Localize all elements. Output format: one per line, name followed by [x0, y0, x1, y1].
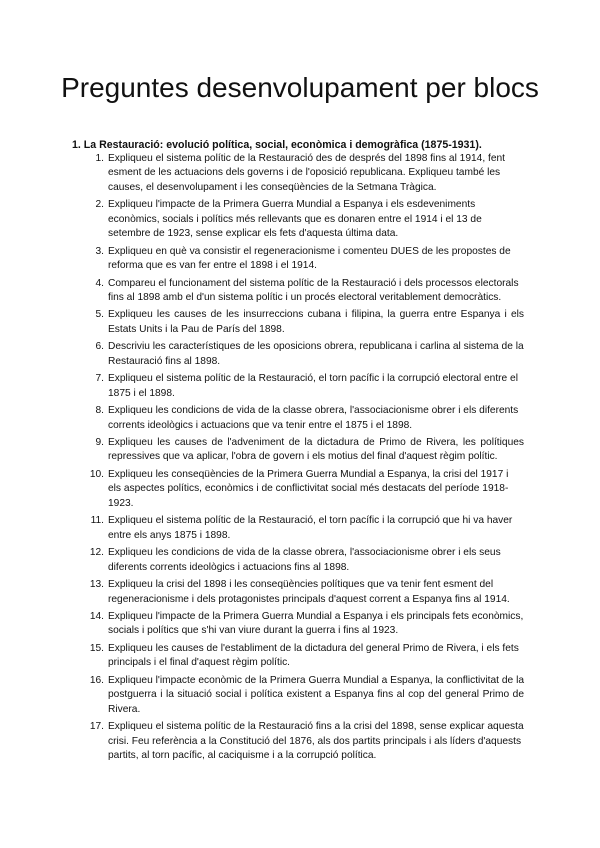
section-title: La Restauració: evolució política, social, econòmica i demogràfica (1875-1931). [83, 139, 482, 151]
question-item [84, 578, 524, 607]
question-item [84, 674, 524, 717]
question-text: Expliqueu l'impacte de la Primera Guerra Mundial a Espanya i els esdeveniments econòmics, socials i polítics més rellevants que es donaren entre el 1914 i el 13 de setembre de 1923, sense explicar els fets d'aquesta última data. [108, 199, 482, 240]
question-number: 5. [95, 309, 104, 321]
question-number: 7. [95, 373, 104, 385]
section-number: 1. [72, 139, 81, 151]
question-item [84, 468, 524, 511]
question-number: 14. [89, 611, 104, 622]
question-text: Expliqueu les causes de l'adveniment de la dictadura de Primo de Rivera, les polítiques repressives que va aplicar, l'obra de govern i els motius del final d'aquest règim polític. [108, 437, 524, 463]
question-item [84, 372, 524, 401]
question-text: Expliqueu les condicions de vida de la classe obrera, l'associacionisme obrer i els seus diferents corrents ideològics i actuacions fins al 1898. [108, 547, 501, 573]
question-text: Compareu el funcionament del sistema polític de la Restauració i dels processos electorals fins al 1898 amb el d'un sistema polític i un procés electoral veritablement democràtics. [108, 277, 519, 303]
question-item [84, 514, 524, 543]
question-number: 16. [89, 674, 104, 686]
question-number: 17. [89, 721, 104, 733]
question-text: Expliqueu l'impacte econòmic de la Primera Guerra Mundial a Espanya, la conflictivitat de la postguerra i la situació social i política existent a Espanya fins al cop del general Primo de Rivera. [108, 674, 524, 715]
question-item [84, 436, 524, 465]
question-item [84, 610, 524, 639]
question-text: Expliqueu la crisi del 1898 i les conseqüències polítiques que va tenir fent esment del regeneracionisme i dels protagonistes principals d'aquest corrent a Espanya fins al 1914. [108, 579, 510, 605]
question-number: 13. [89, 579, 104, 591]
question-item [84, 720, 524, 763]
question-number: 10. [89, 468, 104, 480]
question-text: Expliqueu en què va consistir el regeneracionisme i comenteu DUES de les propostes de reforma que es van fer entre el 1898 i el 1914. [108, 245, 511, 272]
question-item [84, 404, 524, 433]
section-heading [72, 138, 482, 152]
question-item [84, 340, 524, 369]
question-number: 15. [89, 642, 104, 654]
question-item [84, 152, 524, 195]
question-list [84, 152, 524, 766]
question-item [84, 642, 524, 671]
question-item [84, 546, 524, 575]
question-text: Expliqueu les conseqüències de la Primera Guerra Mundial a Espanya, la crisi del 1917 i els aspectes polítics, econòmics i de conflictivitat social més destacats del període 1918-1923. [108, 468, 509, 509]
question-number: 4. [95, 277, 104, 289]
question-text: Expliqueu l'impacte de la Primera Guerra Mundial a Espanya i els principals fets econòmics, socials i polítics que s'hi van viure durant la guerra i fins al 1923. [108, 611, 524, 637]
question-text: Expliqueu les causes de les insurreccions cubana i filipina, la guerra entre Espanya i els Estats Units i la Pau de París del 1898. [108, 309, 524, 335]
question-item [84, 198, 524, 241]
question-item [84, 277, 524, 306]
question-number: 11. [90, 515, 104, 527]
question-number: 9. [95, 437, 104, 449]
question-text: Descriviu les característiques de les oposicions obrera, republicana i carlina al sistema de la Restauració fins al 1898. [108, 341, 524, 367]
question-item [84, 245, 524, 274]
question-text: Expliqueu el sistema polític de la Restauració fins a la crisi del 1898, sense explicar aquesta crisi. Feu referència a la Constitució del 1876, als dos partits principals i als líders d'aquests partits, al torn pacífic, al caciquisme i a la corrupció política. [108, 721, 524, 761]
question-number: 8. [95, 405, 104, 417]
question-number: 2. [95, 199, 104, 211]
question-text: Expliqueu les condicions de vida de la classe obrera, l'associacionisme obrer i els diferents corrents ideològics i actuacions que va tenir entre el 1875 i el 1898. [108, 405, 519, 431]
question-number: 3. [95, 245, 104, 257]
question-number: 6. [95, 341, 104, 353]
question-text: Expliqueu el sistema polític de la Restauració, el torn pacífic i la corrupció que hi va haver entre els anys 1875 i 1898. [108, 515, 513, 541]
question-number: 1. [95, 153, 104, 164]
question-text: Expliqueu les causes de l'establiment de la dictadura del general Primo de Rivera, i els fets principals i el final d'aquest règim polític. [108, 642, 519, 669]
question-text: Expliqueu el sistema polític de la Restauració des de després del 1898 fins al 1914, fent esment de les actuacions dels governs i de l'oposició republicana. Expliqueu també les causes, el desenvolupament i les conseqüències de la Setmana Tràgica. [108, 153, 505, 193]
document-title: Preguntes desenvolupament per blocs [61, 72, 539, 103]
question-number: 12. [89, 547, 104, 559]
question-text: Expliqueu el sistema polític de la Restauració, el torn pacífic i la corrupció electoral entre el 1875 i el 1898. [108, 373, 518, 399]
question-item [84, 308, 524, 337]
